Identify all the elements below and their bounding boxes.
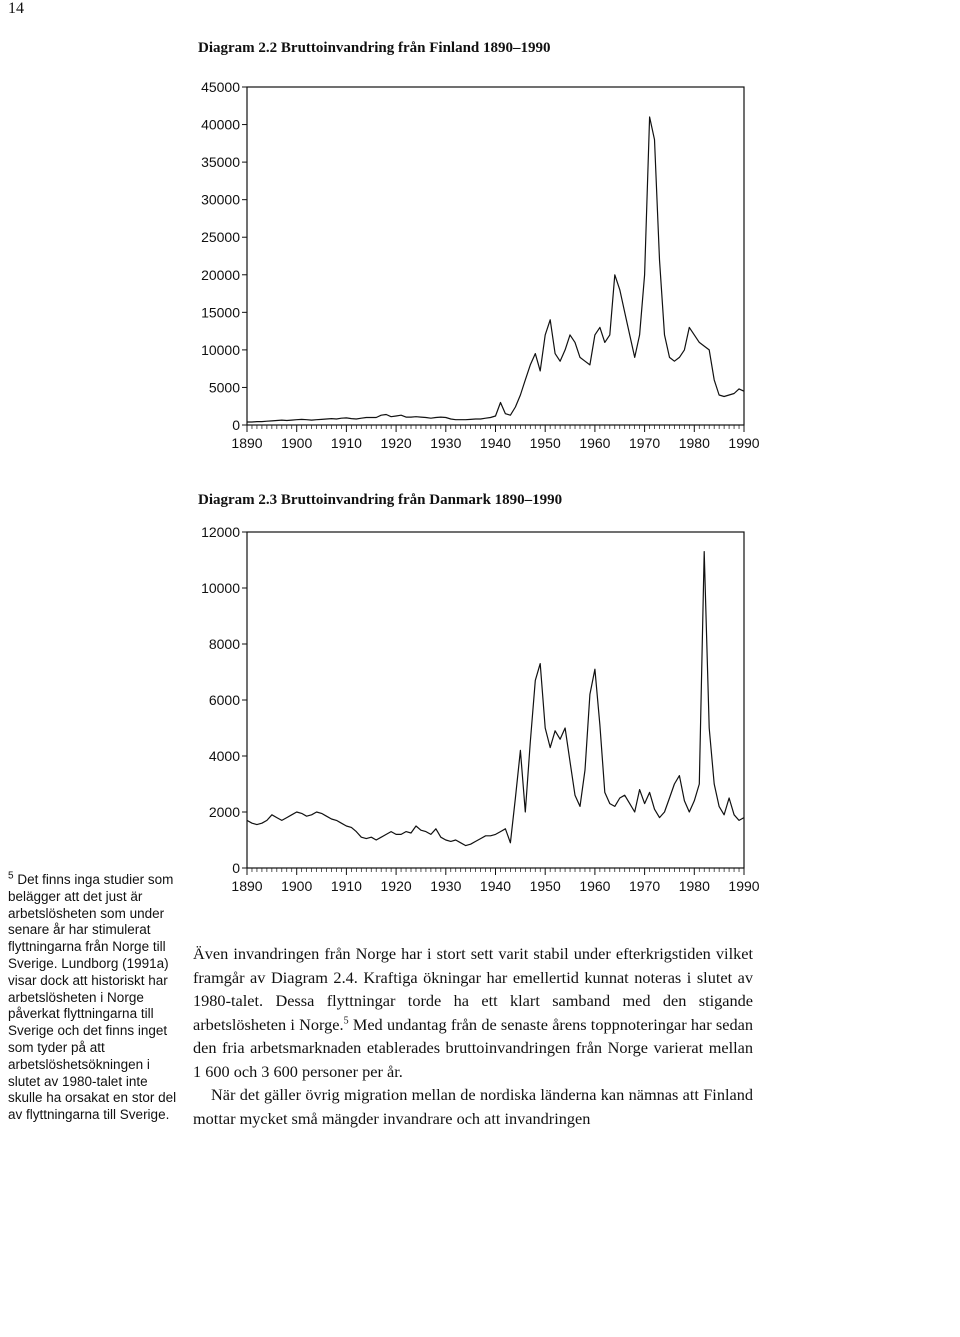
denmark-x-tick-label: 1960 (579, 878, 611, 894)
body-text (193, 942, 753, 1130)
denmark-x-tick-label: 1970 (629, 878, 661, 894)
denmark-y-tick-label: 2000 (208, 804, 240, 820)
body-paragraph-2: När det gäller övrig migration mellan de nordiska länderna kan nämnas att Finland mottar mycket små mängder invandrare och att invandringen (193, 1085, 753, 1128)
finland-chart-caption: Diagram 2.2 Bruttoinvandring från Finland 1890–1990 (198, 40, 551, 56)
paragraph-1-text: Även invandringen från Norge har i stort sett varit stabil under efterkrigstiden vilket framgår av Diagram 2.4. Kraftiga ökningar har emellertid kunnat noteras i slutet av 1980-talet. Dessa flyttningar torde ha ett klart samband med den stigande arbetslösheten i Norge. (193, 944, 753, 1034)
body-paragraph-1 (193, 942, 753, 1083)
denmark-x-tick-label: 1950 (529, 878, 561, 894)
finland-y-tick-label: 20000 (201, 266, 240, 283)
denmark-x-tick-label: 1940 (479, 878, 512, 894)
finland-x-tick-label: 1950 (529, 435, 561, 451)
denmark-series-line (247, 552, 744, 846)
denmark-y-tick-label: 4000 (208, 748, 240, 764)
finland-y-tick-label: 35000 (201, 154, 240, 171)
finland-x-tick-label: 1980 (678, 435, 710, 451)
denmark-x-tick-label: 1920 (380, 878, 412, 894)
finland-y-tick-label: 15000 (201, 304, 240, 321)
denmark-y-tick-label: 12000 (201, 524, 240, 540)
denmark-x-tick-label: 1990 (728, 878, 760, 894)
finland-x-tick-label: 1910 (330, 435, 362, 451)
finland-y-tick-label: 25000 (201, 229, 240, 246)
finland-y-tick-label: 5000 (208, 379, 240, 396)
finland-y-tick-label: 40000 (201, 116, 240, 133)
paragraph-1-continued: Med undantag från de senaste årens toppnoteringar har sedan den fria arbetsmarknaden etablerades bruttoinvandringen från Norge varierat mellan 1 600 och 3 600 personer per år. (193, 1014, 753, 1081)
denmark-x-tick-label: 1930 (430, 878, 462, 894)
finland-x-tick-label: 1970 (629, 435, 661, 451)
finland-x-tick-label: 1940 (479, 435, 512, 451)
footnote (8, 872, 183, 1124)
finland-y-tick-label: 10000 (201, 341, 240, 358)
finland-y-tick-label: 0 (232, 417, 240, 433)
finland-y-tick-label: 30000 (201, 191, 240, 208)
denmark-x-tick-label: 1980 (678, 878, 710, 894)
footnote-marker: 5 (8, 870, 14, 882)
footnote-reference: 5 (343, 1015, 349, 1027)
finland-y-tick-label: 45000 (201, 79, 240, 95)
denmark-x-tick-label: 1890 (231, 878, 263, 894)
denmark-x-tick-label: 1900 (281, 878, 313, 894)
page-number: 14 (8, 0, 24, 17)
finland-x-tick-label: 1960 (579, 435, 611, 451)
denmark-y-tick-label: 6000 (208, 692, 240, 708)
finland-x-tick-label: 1930 (430, 435, 462, 451)
footnote-text: Det finns inga studier som belägger att det just är arbetslösheten som under senare år har stimulerat flyttningarna från Norge till Sverige. Lundborg (1991a) visar dock att historiskt har arbetslösheten i Norge påverkat flyttningarna till Sverige och det finns inget som tyder på att arbetslöshetsökningen i slutet av 1980-talet inte skulle ha orsakat en stor del av flyttningarna till Sverige. (8, 872, 177, 1123)
finland-x-tick-label: 1920 (380, 435, 412, 451)
denmark-y-tick-label: 10000 (201, 580, 240, 596)
finland-x-tick-label: 1990 (728, 435, 760, 451)
finland-x-tick-label: 1890 (231, 435, 263, 451)
denmark-x-tick-label: 1910 (330, 878, 362, 894)
denmark-y-tick-label: 0 (232, 860, 240, 876)
denmark-chart-caption: Diagram 2.3 Bruttoinvandring från Danmark 1890–1990 (198, 492, 563, 508)
denmark-y-tick-label: 8000 (208, 636, 240, 652)
denmark-plot-frame (247, 532, 744, 868)
finland-x-tick-label: 1900 (281, 435, 313, 451)
